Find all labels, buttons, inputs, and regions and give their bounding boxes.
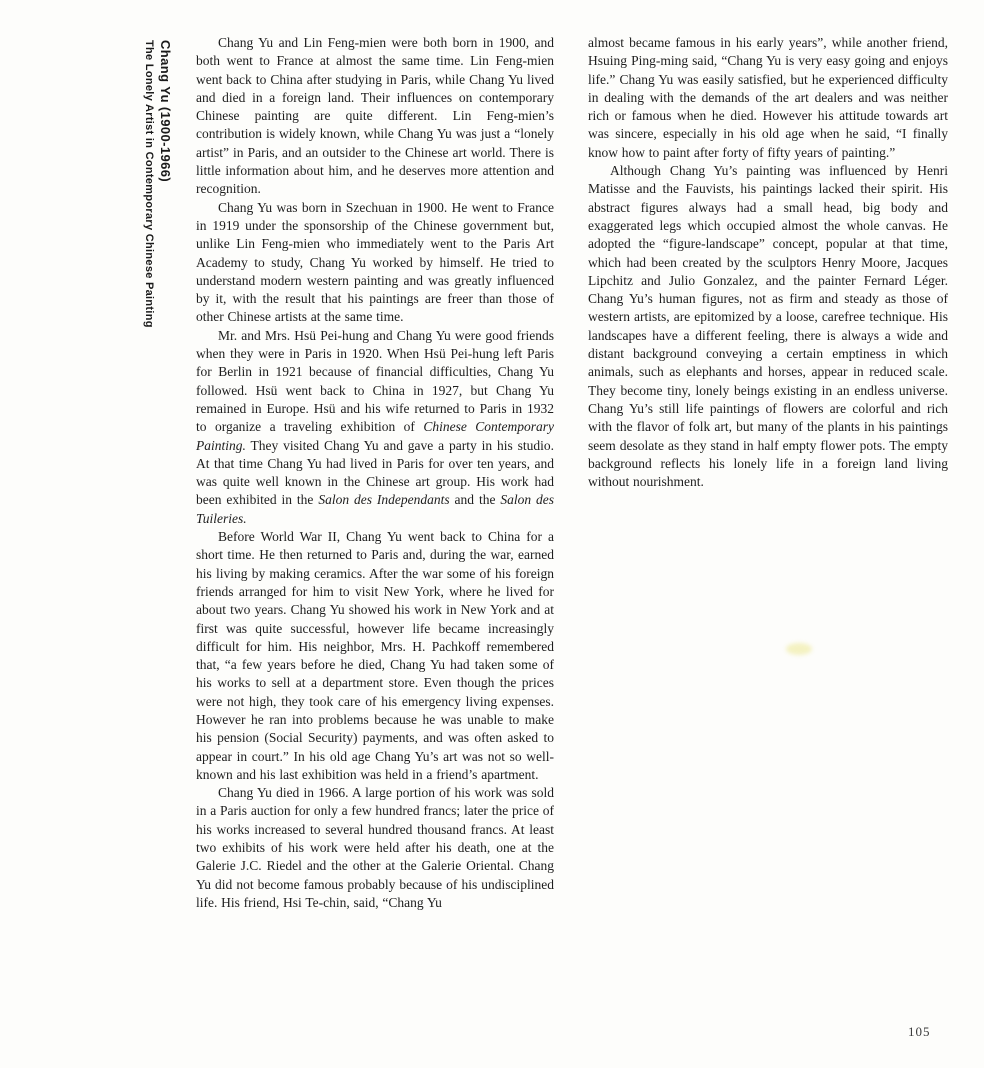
paragraph	[196, 528, 554, 784]
italic-text-segment: Salon des Independants	[318, 492, 450, 508]
text-segment: Chang Yu died in 1966. A large portion of his work was sold in a Paris auction for only a few hundred francs; later the price of his works increased to several hundred thousand francs. At least two exhibits of his work were held after his death, one at the Galerie J.C. Riedel and the other at the Galerie Oriental. Chang Yu did not become famous probably because of his undisciplined life. His friend, Hsi Te-chin, said, “Chang Yu	[196, 785, 554, 910]
chapter-title: Chang Yu (1900-1966)	[158, 40, 173, 183]
paragraph	[196, 199, 554, 327]
text-segment: Before World War II, Chang Yu went back to China for a short time. He then returned to Paris and, during the war, earned his living by making ceramics. After the war some of his foreign friends arranged for him to visit New York, where he lived for about two years. Chang Yu showed his work in New York and at first was quite successful, however life became increasingly difficult for him. His neighbor, Mrs. H. Pachkoff remembered that, “a few years before he died, Chang Yu had taken some of his works to sell at a department store. Even though the prices were not high, they took care of his emergency living expenses. However he ran into problems because he was unable to make his pension (Social Security) payments, and was often asked to appear in court.” In his old age Chang Yu’s art was not so well-known and his last exhibition was held in a friend’s apartment.	[196, 529, 554, 782]
paragraph	[196, 784, 554, 912]
sidebar-vertical-title	[141, 40, 173, 328]
text-segment: Mr. and Mrs. Hsü Pei-hung and Chang Yu were good friends when they were in Paris in 1920. When Hsü Pei-hung left Paris for Berlin in 1921 because of financial difficulties, Chang Yu followed. Hsü went back to China in 1927, but Chang Yu remained in Europe. Hsü and his wife returned to Paris in 1932 to organize a traveling exhibition of	[196, 327, 554, 435]
chapter-subtitle: The Lonely Artist in Contemporary Chinese Painting	[143, 40, 155, 328]
page-number: 105	[908, 1024, 931, 1039]
text-segment: and the	[449, 492, 501, 508]
paragraph	[588, 34, 948, 162]
italic-text-segment: Salon des Tuileries.	[196, 492, 554, 526]
text-segment: Although Chang Yu’s painting was influenced by Henri Matisse and the Fauvists, his paintings lacked their spirit. His abstract figures always had a small head, big body and exaggerated legs which occupied almost the whole canvas. He adopted the “figure-landscape” concept, popular at that time, which had been created by the sculptors Henry Moore, Jacques Lipchitz and Julio Gonzalez, and the painter Fernard Léger. Chang Yu’s human figures, not as firm and steady as those of western artists, are epitomized by a loose, carefree technique. His landscapes have a different feeling, there is always a wide and distant background conveying a certain emptiness in which animals, such as elephants and horses, appear in reduced scale. They become tiny, lonely beings existing in an endless universe. Chang Yu’s still life paintings of flowers are colorful and rich with the flavor of folk art, but many of the plants in his paintings seem desolate as they stand in half empty flower pots. The empty background reflects his lonely life in a foreign land living without nourishment.	[588, 163, 948, 490]
article-body	[196, 34, 948, 912]
text-column-right	[588, 34, 948, 912]
text-segment: Chang Yu and Lin Feng-mien were both born in 1900, and both went to France at almost the same time. Lin Feng-mien went back to China after studying in Paris, while Chang Yu lived and died in a foreign land. Their influences on contemporary Chinese painting are quite different. Lin Feng-mien’s contribution is widely known, while Chang Yu was just a “lonely artist” in Paris, and an outsider to the Chinese art world. There is little information about him, and he deserves more attention and recognition.	[196, 35, 554, 197]
text-segment: almost became famous in his early years”, while another friend, Hsuing Ping-ming said, “Chang Yu is very easy going and enjoys life.” Chang Yu was easily satisfied, but he experienced difficulty in dealing with the demands of the art dealers and was neither rich or famous when he died. However his attitude towards art was sincere, especially in his old age when he said, “I finally know how to paint after forty of fifty years of painting.”	[588, 35, 948, 160]
text-segment: They visited Chang Yu and gave a party in his studio. At that time Chang Yu had lived in Paris for over ten years, and was quite well known in the Chinese art group. His work had been exhibited in the	[196, 437, 554, 508]
paragraph	[588, 162, 948, 491]
scan-blemish	[786, 643, 812, 655]
paragraph	[196, 327, 554, 528]
text-segment: Chang Yu was born in Szechuan in 1900. He went to France in 1919 under the sponsorship of the Chinese government but, unlike Lin Feng-mien who immediately went to the Paris Art Academy to study, Chang Yu worked by himself. He tried to understand modern western painting and was greatly influenced by it, with the result that his paintings are freer than those of other Chinese artists at the same time.	[196, 199, 554, 325]
text-column-left	[196, 34, 554, 912]
italic-text-segment: Chinese Contemporary Painting.	[196, 419, 555, 453]
paragraph	[196, 34, 554, 199]
